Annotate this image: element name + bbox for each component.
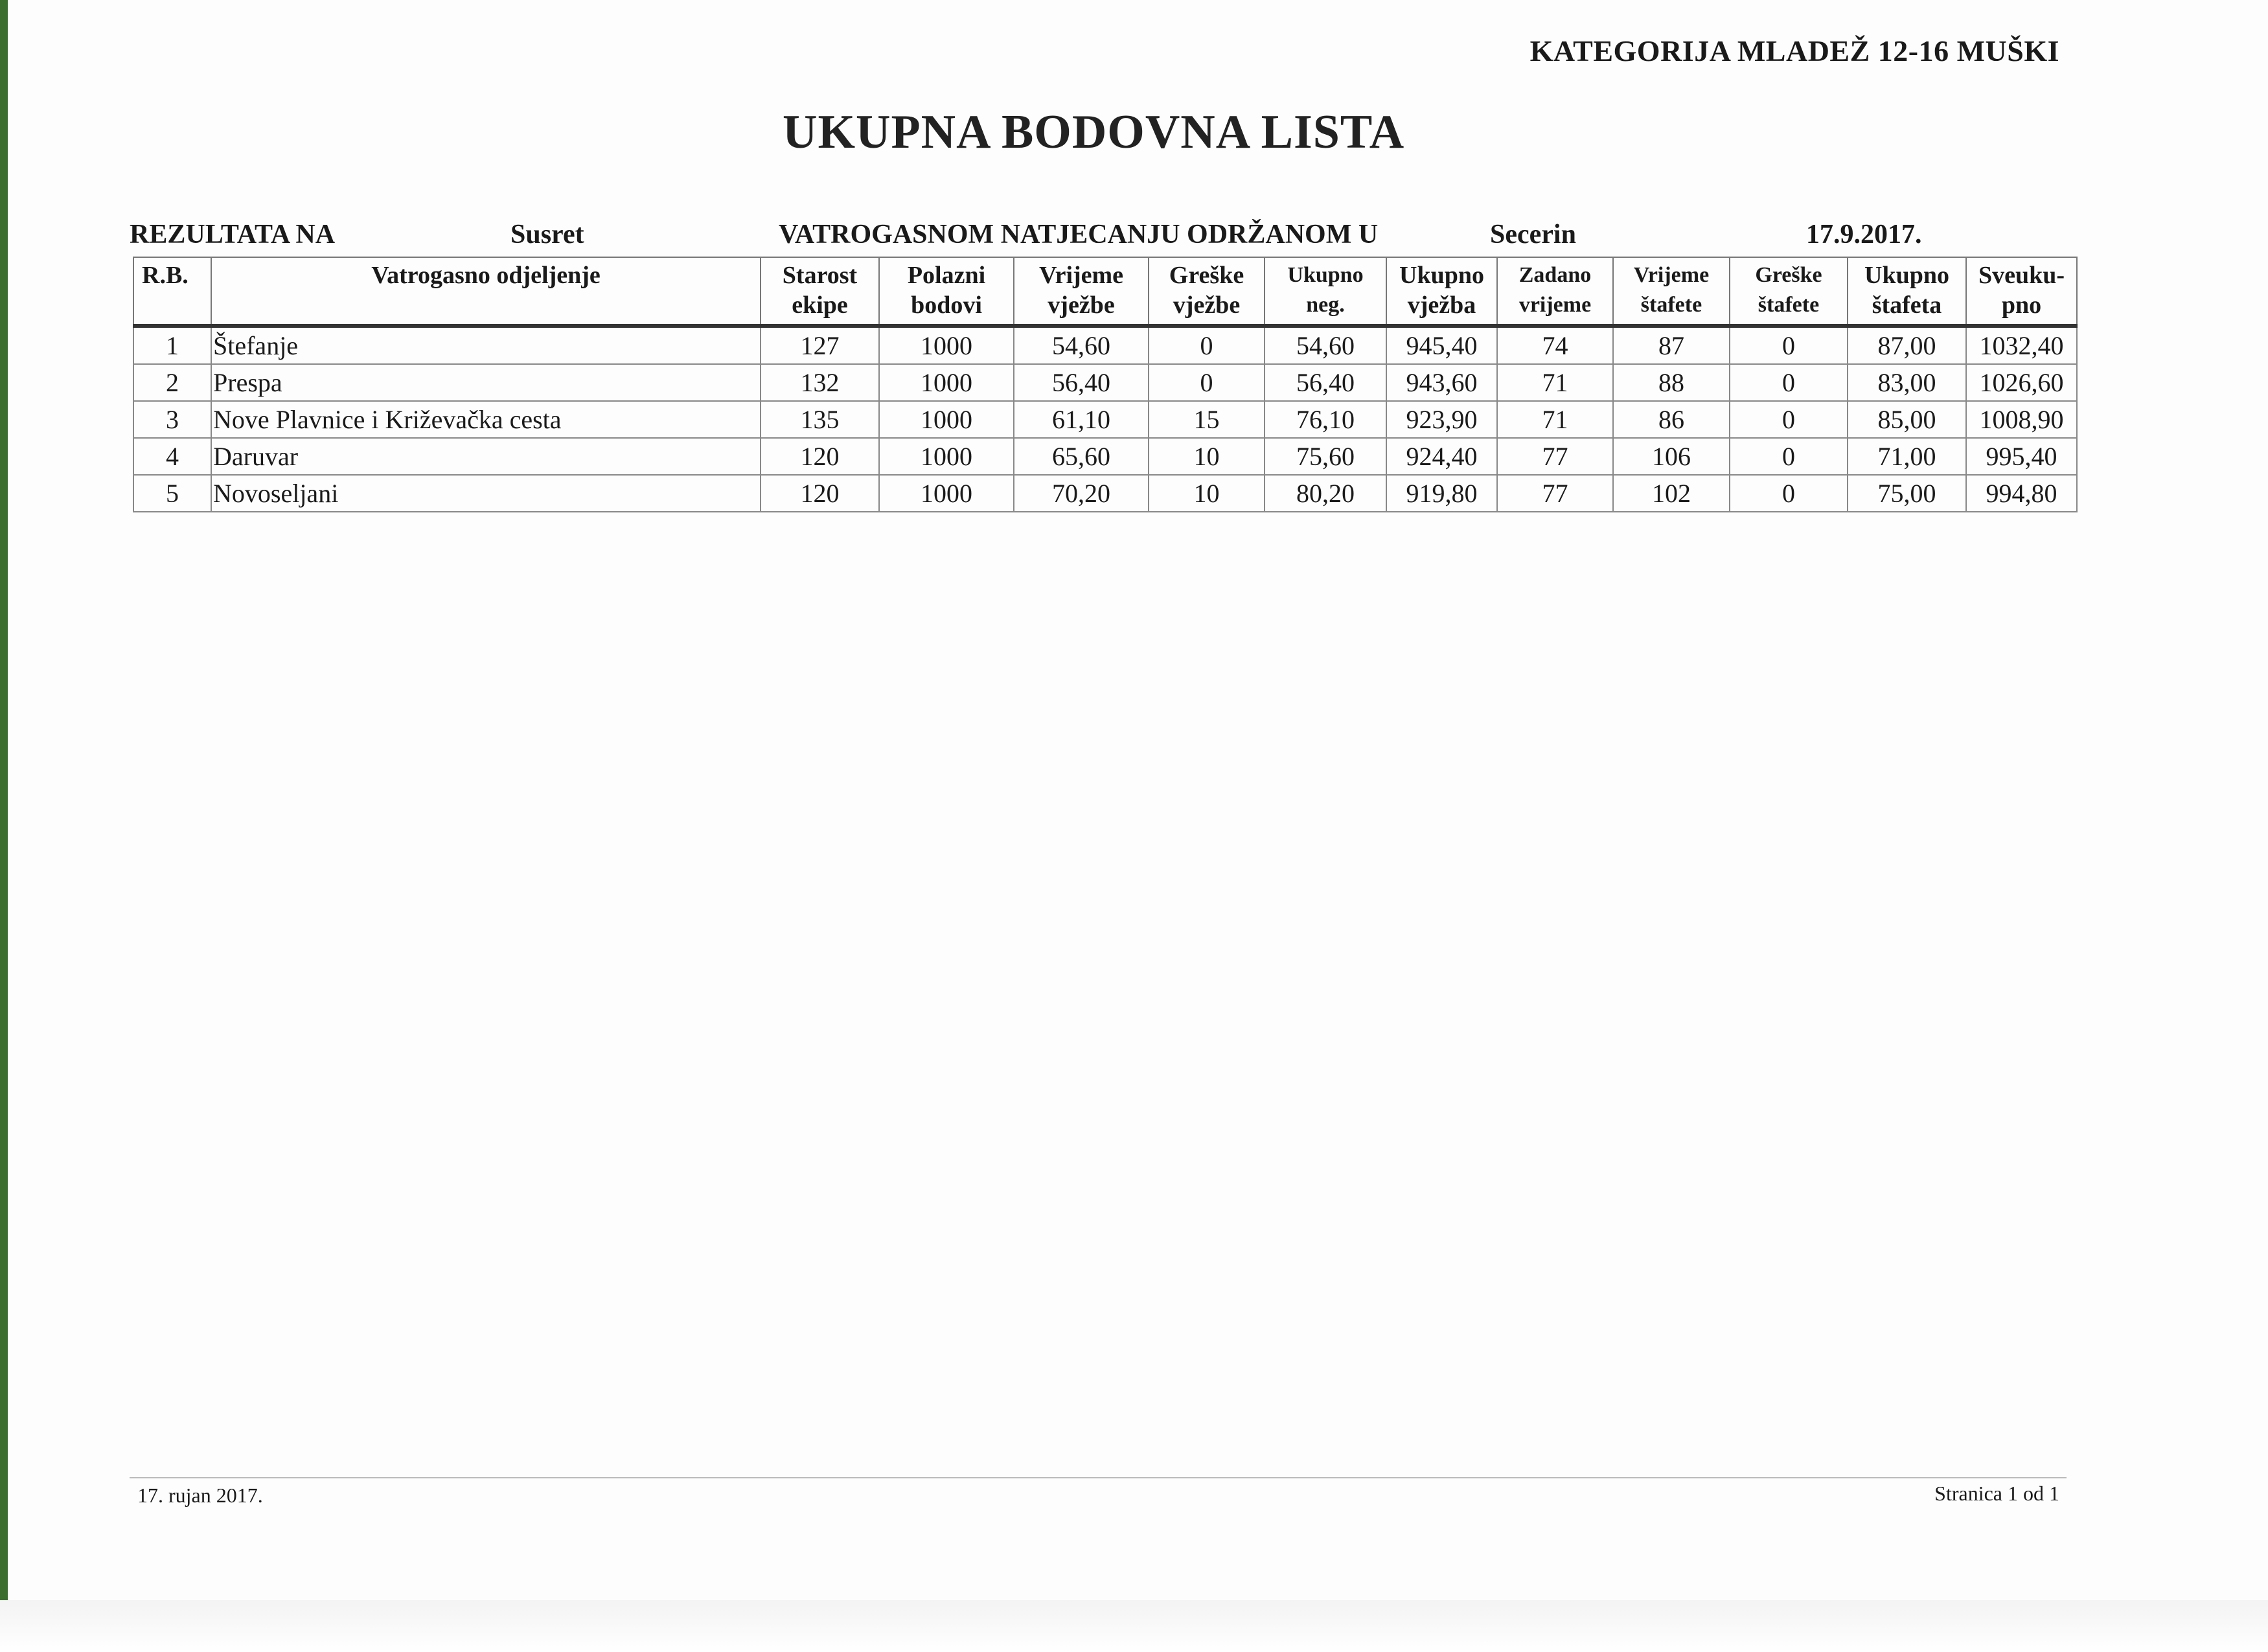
column-header-line1: R.B. bbox=[142, 262, 189, 289]
table-cell: 106 bbox=[1613, 438, 1730, 475]
table-cell: 132 bbox=[761, 364, 879, 401]
table-cell: 923,90 bbox=[1386, 401, 1497, 438]
table-cell: 0 bbox=[1730, 364, 1848, 401]
table-cell: 1 bbox=[133, 326, 211, 364]
table-cell: 995,40 bbox=[1966, 438, 2077, 475]
table-cell: 86 bbox=[1613, 401, 1730, 438]
column-header-line2: ekipe bbox=[792, 292, 848, 319]
column-header-line2: štafete bbox=[1758, 293, 1820, 317]
column-header-line1: Sveuku- bbox=[1978, 262, 2065, 289]
table-cell: 77 bbox=[1497, 438, 1613, 475]
table-cell: 71,00 bbox=[1848, 438, 1966, 475]
table-cell: 71 bbox=[1497, 401, 1613, 438]
table-row bbox=[133, 326, 2077, 364]
table-cell: 1032,40 bbox=[1966, 326, 2077, 364]
column-header-line2: pno bbox=[2001, 292, 2042, 319]
column-header-line1: Greške bbox=[1755, 263, 1822, 287]
table-cell: 1000 bbox=[879, 475, 1014, 512]
results-label: REZULTATA NA bbox=[130, 220, 336, 249]
table-cell: 56,40 bbox=[1014, 364, 1149, 401]
table-cell: 74 bbox=[1497, 326, 1613, 364]
page-title: UKUPNA BODOVNA LISTA bbox=[783, 106, 1405, 159]
column-header-line1: Zadano bbox=[1518, 263, 1592, 287]
table-row bbox=[133, 438, 2077, 475]
column-header-line1: Vatrogasno odjeljenje bbox=[371, 262, 601, 289]
table-cell: 135 bbox=[761, 401, 879, 438]
table-cell: 54,60 bbox=[1265, 326, 1386, 364]
column-header-line1: Vrijeme bbox=[1038, 262, 1124, 289]
team-name-cell: Nove Plavnice i Križevačka cesta bbox=[211, 401, 761, 438]
table-cell: 943,60 bbox=[1386, 364, 1497, 401]
column-header bbox=[761, 257, 879, 326]
table-cell: 0 bbox=[1730, 475, 1848, 512]
table-cell: 5 bbox=[133, 475, 211, 512]
table-cell: 120 bbox=[761, 438, 879, 475]
team-name-cell: Novoseljani bbox=[211, 475, 761, 512]
column-header-line1: Starost bbox=[782, 262, 858, 289]
column-header bbox=[879, 257, 1014, 326]
event-type: Susret bbox=[510, 220, 584, 249]
footer-date: 17. rujan 2017. bbox=[137, 1484, 263, 1507]
table-cell: 0 bbox=[1149, 326, 1265, 364]
table-cell: 85,00 bbox=[1848, 401, 1966, 438]
table-cell: 87,00 bbox=[1848, 326, 1966, 364]
table-cell: 75,60 bbox=[1265, 438, 1386, 475]
column-header-line2: vježba bbox=[1407, 292, 1476, 319]
table-cell: 1000 bbox=[879, 401, 1014, 438]
table-cell: 1008,90 bbox=[1966, 401, 2077, 438]
column-header bbox=[211, 257, 761, 326]
footer-page-number: Stranica 1 od 1 bbox=[1934, 1482, 2059, 1505]
table-cell: 1000 bbox=[879, 438, 1014, 475]
table-cell: 10 bbox=[1149, 475, 1265, 512]
table-cell: 76,10 bbox=[1265, 401, 1386, 438]
table-cell: 56,40 bbox=[1265, 364, 1386, 401]
table-cell: 77 bbox=[1497, 475, 1613, 512]
column-header bbox=[1386, 257, 1497, 326]
column-header bbox=[1014, 257, 1149, 326]
table-cell: 88 bbox=[1613, 364, 1730, 401]
table-cell: 924,40 bbox=[1386, 438, 1497, 475]
table-cell: 945,40 bbox=[1386, 326, 1497, 364]
table-cell: 0 bbox=[1730, 326, 1848, 364]
team-name-cell: Daruvar bbox=[211, 438, 761, 475]
table-cell: 0 bbox=[1730, 401, 1848, 438]
column-header bbox=[1966, 257, 2077, 326]
column-header-line2: neg. bbox=[1306, 293, 1345, 317]
column-header bbox=[1848, 257, 1966, 326]
column-header bbox=[1613, 257, 1730, 326]
table-cell: 15 bbox=[1149, 401, 1265, 438]
table-cell: 10 bbox=[1149, 438, 1265, 475]
table-cell: 1000 bbox=[879, 326, 1014, 364]
location: Secerin bbox=[1490, 220, 1576, 249]
table-cell: 127 bbox=[761, 326, 879, 364]
table-row bbox=[133, 401, 2077, 438]
table-row bbox=[133, 364, 2077, 401]
results-table-header bbox=[133, 257, 2077, 326]
column-header bbox=[1149, 257, 1265, 326]
table-row bbox=[133, 475, 2077, 512]
table-cell: 83,00 bbox=[1848, 364, 1966, 401]
column-header bbox=[1730, 257, 1848, 326]
table-cell: 80,20 bbox=[1265, 475, 1386, 512]
table-cell: 120 bbox=[761, 475, 879, 512]
team-name-cell: Štefanje bbox=[211, 326, 761, 364]
column-header-line1: Ukupno bbox=[1864, 262, 1949, 289]
table-cell: 70,20 bbox=[1014, 475, 1149, 512]
event-date: 17.9.2017. bbox=[1806, 220, 1922, 249]
table-cell: 75,00 bbox=[1848, 475, 1966, 512]
column-header-line1: Ukupno bbox=[1399, 262, 1484, 289]
table-cell: 102 bbox=[1613, 475, 1730, 512]
competition-label: VATROGASNOM NATJECANJU ODRŽANOM U bbox=[779, 220, 1379, 249]
table-cell: 919,80 bbox=[1386, 475, 1497, 512]
team-name-cell: Prespa bbox=[211, 364, 761, 401]
column-header-line1: Vrijeme bbox=[1633, 263, 1710, 287]
table-cell: 54,60 bbox=[1014, 326, 1149, 364]
table-cell: 61,10 bbox=[1014, 401, 1149, 438]
category-label: KATEGORIJA MLADEŽ 12-16 MUŠKI bbox=[1529, 34, 2059, 67]
table-cell: 0 bbox=[1730, 438, 1848, 475]
header-row bbox=[133, 257, 2077, 326]
results-table bbox=[133, 257, 2078, 512]
column-header-line1: Greške bbox=[1169, 262, 1244, 289]
table-cell: 0 bbox=[1149, 364, 1265, 401]
results-table-body bbox=[133, 326, 2077, 512]
column-header-line1: Ukupno bbox=[1287, 263, 1364, 287]
table-cell: 71 bbox=[1497, 364, 1613, 401]
column-header-line2: štafete bbox=[1640, 293, 1702, 317]
table-cell: 3 bbox=[133, 401, 211, 438]
column-header-line2: štafeta bbox=[1872, 292, 1942, 319]
table-cell: 994,80 bbox=[1966, 475, 2077, 512]
page-bottom-shadow bbox=[0, 1600, 2268, 1652]
column-header-line2: bodovi bbox=[911, 292, 982, 319]
column-header bbox=[1497, 257, 1613, 326]
column-header bbox=[133, 257, 211, 326]
table-cell: 1026,60 bbox=[1966, 364, 2077, 401]
column-header-line1: Polazni bbox=[907, 262, 986, 289]
column-header-line2: vrijeme bbox=[1518, 293, 1592, 317]
table-cell: 4 bbox=[133, 438, 211, 475]
table-cell: 1000 bbox=[879, 364, 1014, 401]
column-header bbox=[1265, 257, 1386, 326]
table-cell: 2 bbox=[133, 364, 211, 401]
table-cell: 65,60 bbox=[1014, 438, 1149, 475]
column-header-line2: vježbe bbox=[1173, 292, 1241, 319]
column-header-line2: vježbe bbox=[1048, 292, 1115, 319]
page-edge-border bbox=[0, 0, 8, 1600]
footer-divider bbox=[130, 1477, 2067, 1478]
table-cell: 87 bbox=[1613, 326, 1730, 364]
